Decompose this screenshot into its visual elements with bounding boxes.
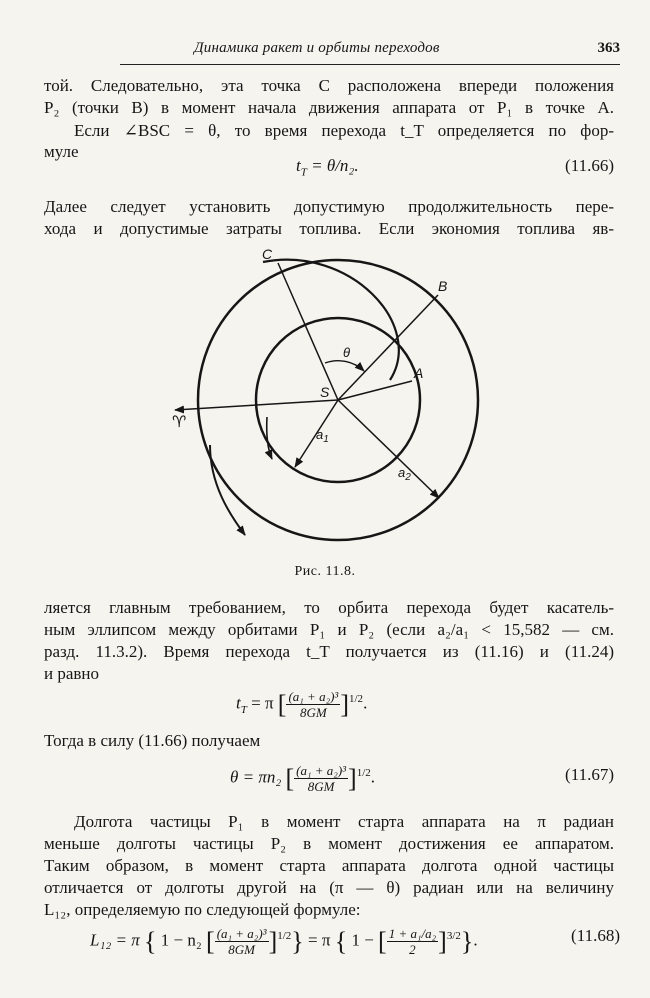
equation-11-66 [296, 156, 359, 182]
fraction [294, 763, 348, 794]
text-line: хода и допустимые затраты топлива. Если экономия топлива яв- [44, 219, 614, 238]
line-s-b [338, 295, 438, 400]
eq-equals: = π [251, 693, 274, 713]
equation-11-68 [90, 916, 478, 961]
fraction [387, 926, 438, 957]
text-line: Долгота частицы P₁ в момент старта аппарата на π радиан [74, 812, 614, 831]
text-line: Таким образом, в момент старта аппарата долгота одной частицы [44, 856, 614, 875]
eq-lhs: θ = πn₂ [230, 767, 282, 787]
brace-open-icon: { [144, 926, 157, 956]
fraction [215, 926, 269, 957]
outer-arc-arrow [210, 445, 245, 535]
bracket-close-icon: ] [348, 763, 357, 793]
eq-part2: 1 − [351, 930, 374, 950]
denominator: 8GM [300, 705, 327, 721]
theta-arc [325, 361, 364, 371]
denominator: 8GM [307, 779, 335, 795]
denominator: 8GM [228, 942, 255, 958]
eq-end: . [363, 693, 368, 713]
label-a2: $a_2$ [398, 465, 411, 483]
text-line: Если ∠BSC = θ, то время перехода t_T определяется по фор- [74, 121, 614, 140]
label-a: A [414, 365, 424, 381]
brace-close-icon: } [460, 926, 474, 956]
bracket-close-icon: ] [340, 689, 349, 719]
equation-number: (11.66) [565, 156, 614, 175]
numerator: (a₁ + a₂)³ [288, 689, 339, 705]
eq-rhs: = θ/n₂. [311, 156, 359, 175]
bracket-close-icon: ] [268, 926, 278, 956]
text-line: и равно [44, 664, 100, 683]
eq-end: . [370, 767, 376, 787]
bracket-open-icon: [ [277, 689, 287, 719]
eq-part1: 1 − n₂ [160, 930, 202, 950]
exponent: 1/2 [277, 930, 292, 942]
inner-arc-arrow [267, 417, 272, 459]
numerator: (a₁ + a₂)³ [216, 926, 267, 942]
aries-icon: ♈ [172, 414, 187, 431]
bracket-open-icon: [ [378, 926, 387, 956]
label-a1: $a_1$ [316, 427, 329, 445]
text-line: ляется главным требованием, то орбита перехода будет касатель- [44, 598, 614, 617]
text-line: муле [44, 142, 79, 161]
equation-transfer-time [236, 680, 367, 729]
label-s: S [320, 384, 330, 400]
eq-sub: T [240, 704, 247, 717]
exponent: 3/2 [446, 930, 461, 942]
text-line: меньше долготы частицы P₂ в момент достижения ее аппаратом. [44, 834, 614, 853]
label-c: C [262, 246, 273, 262]
label-b: B [438, 278, 448, 294]
numerator: (a₁ + a₂)³ [296, 763, 347, 779]
running-title: Динамика ракет и орбиты переходов [194, 40, 440, 56]
line-s-c [278, 263, 338, 400]
radius-a2 [338, 400, 439, 498]
equation-11-67 [230, 754, 375, 797]
line-s-a [338, 381, 412, 400]
figure-caption: Рис. 11.8. [294, 564, 356, 579]
text-line: той. Следовательно, эта точка C расположена впереди положения [44, 76, 614, 95]
text-line: разд. 11.3.2). Время перехода t_T получается из (11.16) и (11.24) [44, 642, 614, 661]
exponent: 1/2 [356, 767, 371, 779]
text-line: L₁₂, определяемую по следующей формуле: [44, 900, 361, 919]
page-number: 363 [597, 40, 620, 56]
eq-end: . [473, 930, 478, 950]
fraction [286, 689, 340, 720]
eq-lhs: L₁₂ = π [90, 930, 140, 950]
eq-mid: = π [308, 930, 331, 950]
brace-open-icon: { [334, 926, 348, 956]
text-line: P₂ (точки B) в момент начала движения аппарата от P₁ в точке A. [44, 98, 614, 117]
running-header [120, 40, 620, 64]
eq-lhs: t [296, 156, 301, 175]
eq-sub: T [300, 166, 307, 179]
exponent: 1/2 [349, 693, 364, 705]
text-line: Далее следует установить допустимую продолжительность пере- [44, 197, 614, 216]
equation-number: (11.67) [565, 765, 614, 784]
bracket-open-icon: [ [285, 763, 295, 793]
text-line: отличается от долготы другой на (π — θ) радиан или на величину [44, 878, 614, 897]
equation-number: (11.68) [571, 926, 620, 945]
bracket-open-icon: [ [206, 926, 215, 956]
text-line: ным эллипсом между орбитами P₁ и P₂ (если a₂/a₁ < 15,582 — см. [44, 620, 614, 639]
orbit-diagram [150, 245, 510, 563]
denominator: 2 [409, 942, 416, 958]
label-theta: θ [343, 345, 351, 360]
bracket-close-icon: ] [438, 926, 447, 956]
brace-close-icon: } [291, 926, 304, 956]
text-line: Тогда в силу (11.66) получаем [44, 731, 261, 750]
eq-lhs: t [236, 693, 241, 713]
numerator: 1 + a₁/a₂ [388, 926, 437, 942]
header-rule [120, 64, 620, 65]
